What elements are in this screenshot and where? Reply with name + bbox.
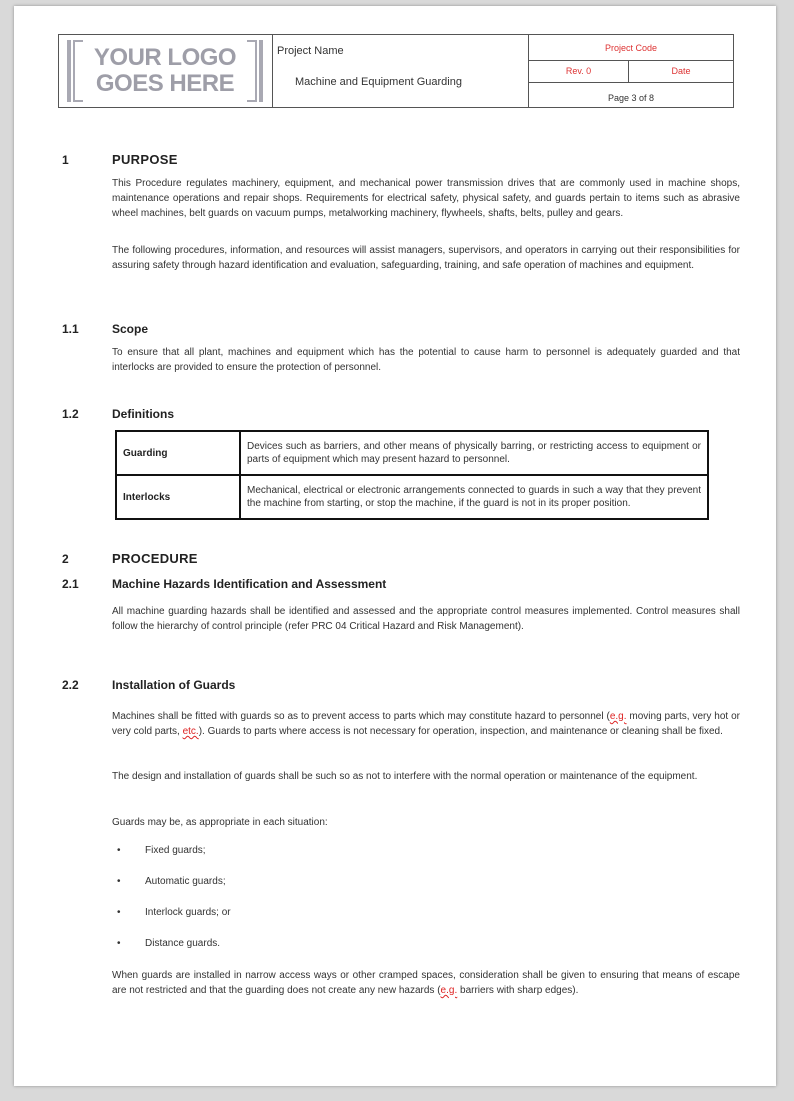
spellcheck-etc: etc. [182, 726, 199, 737]
installation-paragraph-1: Machines shall be fitted with guards so as to prevent access to parts which may constitute hazard to personnel (e.g. moving parts, very hot or very cold parts, etc.). Guards to parts where access is not necessary for operation, inspection, and maintenance or cleaning shall be fixed. [112, 711, 740, 737]
spellcheck-eg: e.g. [440, 985, 458, 996]
definition-description: Mechanical, electrical or electronic arrangements connected to guards in such a way that they prevent the machine from starting, or stop the machine, if the guard is not in its proper position. [240, 475, 708, 519]
section-number: 1 [62, 153, 69, 167]
table-row [116, 475, 708, 519]
list-item: • Automatic guards; [117, 876, 226, 887]
spellcheck-eg: e.g. [609, 711, 627, 722]
project-name-value: Machine and Equipment Guarding [295, 76, 462, 88]
logo-cell [59, 35, 273, 107]
guard-types-list [117, 844, 517, 968]
date: Date [671, 66, 691, 76]
logo [67, 40, 263, 102]
section-number: 2.2 [62, 678, 79, 692]
installation-paragraph-2: The design and installation of guards shall be such so as not to interfere with the normal operation or maintenance of the equipment. [112, 771, 698, 782]
definition-term: Guarding [116, 431, 240, 475]
installation-paragraph-3: Guards may be, as appropriate in each situation: [112, 817, 328, 828]
definition-term: Interlocks [116, 475, 240, 519]
purpose-paragraph-2: The following procedures, information, and resources will assist managers, supervisors, and operators in carrying out their responsibilities for assuring safety through hazard identification and evaluation, safeguarding, training, and safe operation of machines and equipment. [112, 245, 740, 271]
section-number: 1.2 [62, 407, 79, 421]
section-number: 2.1 [62, 577, 79, 591]
hazards-paragraph: All machine guarding hazards shall be identified and assessed and the appropriate control measures implemented. Control measures shall follow the hierarchy of control principle (refer PRC 04 Critical Hazard and Risk Management). [112, 606, 740, 632]
document-info-cell [529, 35, 733, 107]
document-page [14, 6, 776, 1086]
document-header [58, 34, 734, 108]
project-cell [273, 35, 529, 107]
project-name-label: Project Name [277, 45, 344, 57]
section-number: 2 [62, 552, 69, 566]
logo-text: YOUR LOGO GOES HERE [93, 44, 237, 97]
section-number: 1.1 [62, 322, 79, 336]
section-title-procedure: PROCEDURE [112, 551, 198, 566]
list-item: • Distance guards. [117, 938, 221, 949]
list-item: • Interlock guards; or [117, 907, 231, 918]
purpose-paragraph-1: This Procedure regulates machinery, equipment, and mechanical power transmission drives that are commonly used in machine shops, maintenance operations and repair shops. Requirements for electrical safety, physical safety, and guards pertain to items such as abrasive wheel machines, belt guards on vacuum pumps, metalworking machinery, flywheels, shafts, belts, pulley and gears. [112, 178, 740, 219]
scope-paragraph: To ensure that all plant, machines and equipment which has the potential to cause harm to personnel is adequately guarded and that interlocks are provided to ensure the protection of personnel. [112, 347, 740, 373]
revision: Rev. 0 [529, 61, 629, 82]
list-item: • Fixed guards; [117, 845, 206, 856]
revision-row [529, 61, 733, 83]
definition-description: Devices such as barriers, and other means of physically barring, or restricting access to equipment or parts of equipment which may present hazard to personnel. [240, 431, 708, 475]
section-title-installation: Installation of Guards [112, 678, 236, 692]
table-row [116, 431, 708, 475]
section-title-purpose: PURPOSE [112, 152, 178, 167]
section-title-definitions: Definitions [112, 407, 174, 421]
section-title-scope: Scope [112, 322, 149, 336]
page-number: Page 3 of 8 [607, 93, 655, 103]
installation-paragraph-4: When guards are installed in narrow access ways or other cramped spaces, consideration shall be given to ensuring that means of escape are not restricted and that the guarding does not create any new hazards (e.g. barriers with sharp edges). [112, 970, 740, 996]
definitions-table [115, 430, 709, 520]
project-code: Project Code [529, 35, 733, 61]
section-title-hazards: Machine Hazards Identification and Assessment [112, 577, 387, 591]
